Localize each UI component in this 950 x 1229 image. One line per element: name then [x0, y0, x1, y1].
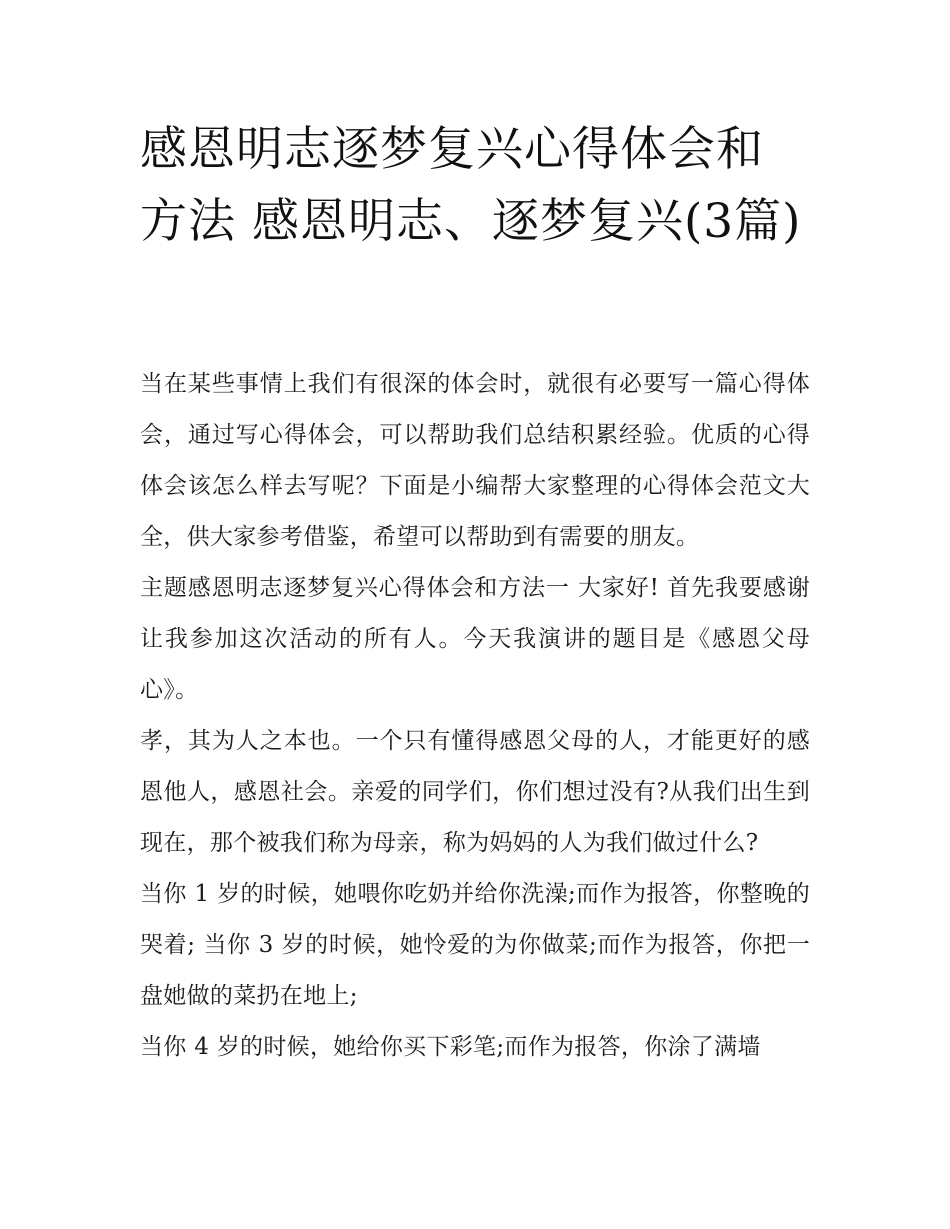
document-body — [140, 359, 810, 1073]
paragraph-age-four: 当你 4 岁的时候，她给你买下彩笔;而作为报答，你涂了满墙 — [140, 1034, 761, 1060]
paragraph-filial-piety: 孝，其为人之本也。一个只有懂得感恩父母的人，才能更好的感恩他人，感恩社会。亲爱的同学们，你们想过没有?从我们出生到现在，那个被我们称为母亲，称为妈妈的人为我们做过什么? — [140, 728, 810, 856]
paragraph-opening: 主题感恩明志逐梦复兴心得体会和方法一 大家好! 首先我要感谢让我参加这次活动的所有人。今天我演讲的题目是《感恩父母心》。 — [140, 575, 810, 703]
document-title: 感恩明志逐梦复兴心得体会和方法 感恩明志、逐梦复兴(3篇) — [140, 122, 802, 249]
paragraph-intro: 当在某些事情上我们有很深的体会时，就很有必要写一篇心得体会，通过写心得体会，可以帮助我们总结积累经验。优质的心得体会该怎么样去写呢？下面是小编帮大家整理的心得体会范文大全，供大家参考借鉴，希望可以帮助到有需要的朋友。 — [140, 371, 810, 550]
paragraph-age-one-three: 当你 1 岁的时候，她喂你吃奶并给你洗澡;而作为报答，你整晚的哭着; 当你 3 岁的时候，她怜爱的为你做菜;而作为报答，你把一盘她做的菜扔在地上; — [140, 881, 810, 1009]
